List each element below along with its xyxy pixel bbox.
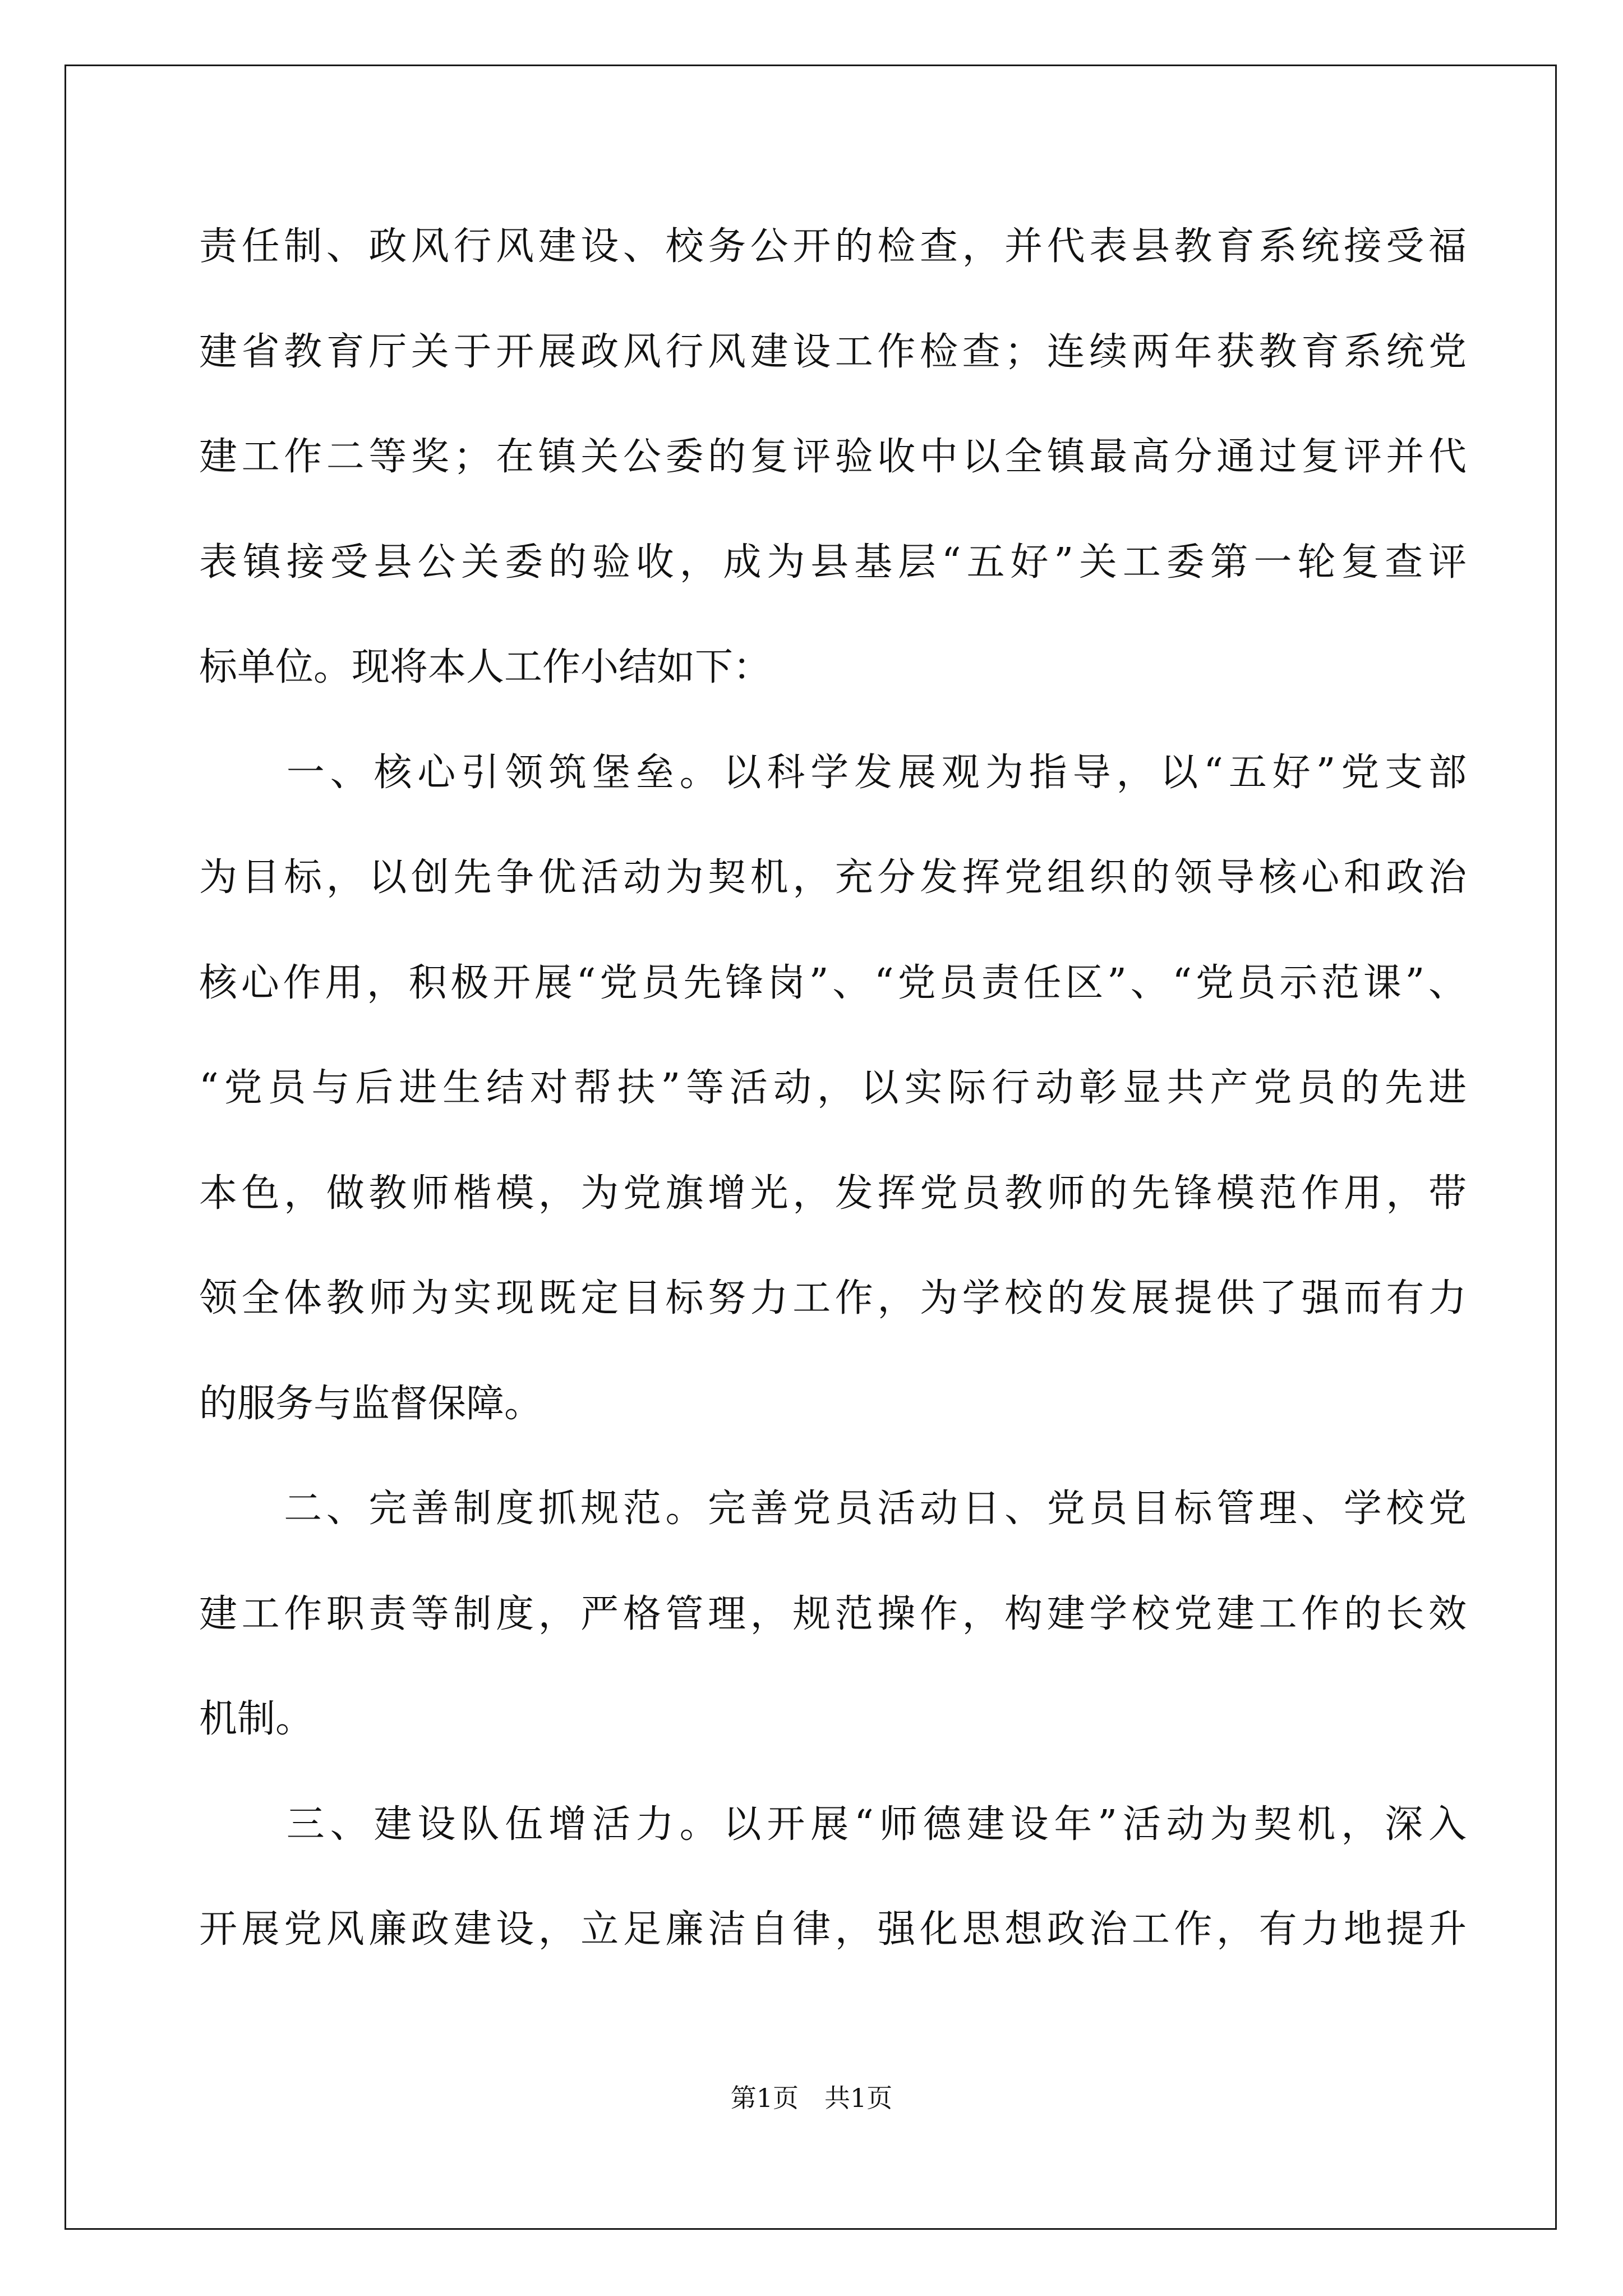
text-line: 建省教育厅关于开展政风行风建设工作检查；连续两年获教育系统党 [199, 329, 1467, 374]
text-line: 为目标，以创先争优活动为契机，充分发挥党组织的领导核心和政治 [199, 855, 1467, 900]
document-body [199, 222, 1467, 2010]
text-line: 机制。 [199, 1697, 314, 1741]
text-line: 开展党风廉政建设，立足廉洁自律，强化思想政治工作，有力地提升 [199, 1907, 1467, 1952]
text-line: 的服务与监督保障。 [199, 1381, 543, 1426]
text-line: 建工作职责等制度，严格管理，规范操作，构建学校党建工作的长效 [199, 1591, 1467, 1636]
text-line: 建工作二等奖；在镇关公委的复评验收中以全镇最高分通过复评并代 [199, 435, 1467, 479]
page-number-footer: 第1页 共1页 [730, 2083, 893, 2113]
text-line: 标单位。现将本人工作小结如下： [199, 645, 772, 689]
paragraph-1-first-line: 一、核心引领筑堡垒。以科学发展观为指导，以“五好”党支部 [199, 750, 1467, 795]
text-line: “党员与后进生结对帮扶”等活动，以实际行动彰显共产党员的先进 [199, 1066, 1467, 1110]
paragraph-2-first-line: 二、完善制度抓规范。完善党员活动日、党员目标管理、学校党 [199, 1487, 1467, 1531]
text-line: 表镇接受县公关委的验收，成为县基层“五好”关工委第一轮复查评 [199, 540, 1467, 585]
text-line: 本色，做教师楷模，为党旗增光，发挥党员教师的先锋模范作用，带 [199, 1171, 1467, 1216]
text-line: 领全体教师为实现既定目标努力工作，为学校的发展提供了强而有力 [199, 1276, 1467, 1320]
paragraph-3-first-line: 三、建设队伍增活力。以开展“师德建设年”活动为契机，深入 [199, 1802, 1467, 1847]
text-line: 核心作用，积极开展“党员先锋岗”、“党员责任区”、“党员示范课”、 [199, 960, 1467, 1005]
text-line: 责任制、政风行风建设、校务公开的检查，并代表县教育系统接受福 [199, 224, 1467, 269]
